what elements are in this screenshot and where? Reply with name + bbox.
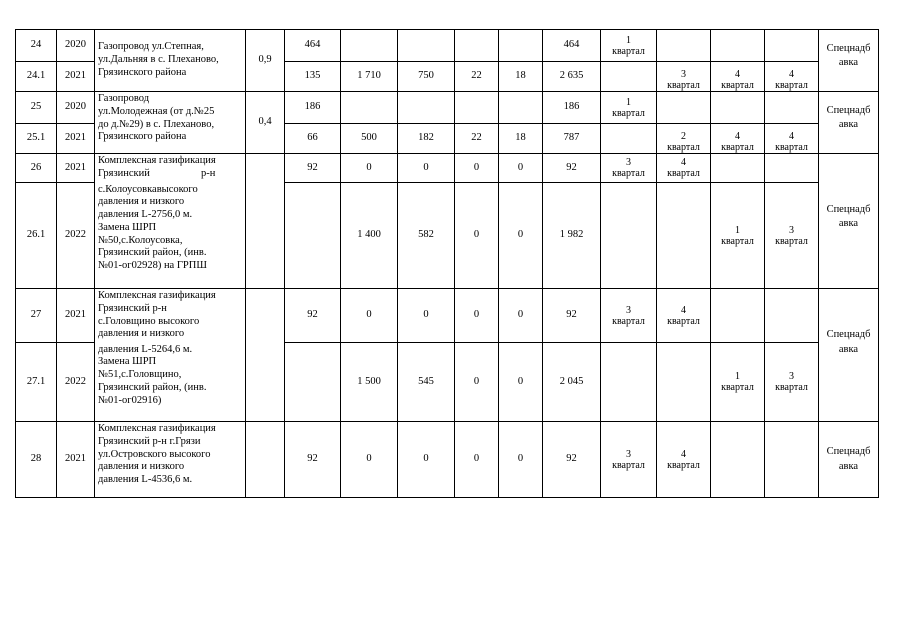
quarter-cell: 3 квартал <box>601 154 657 183</box>
table-row <box>16 343 879 422</box>
quarter-cell <box>711 154 765 183</box>
year-cell: 2021 <box>57 62 95 92</box>
contractor-cell: авка <box>819 343 879 422</box>
table-row <box>16 92 879 124</box>
value-cell: 182 <box>398 124 455 154</box>
description-cell: Комплексная газификация Грязинский р-н г.Грязи ул.Островского высокого давления и низкого давления L-4536,6 м. <box>95 422 246 498</box>
quarter-cell: 3 квартал <box>601 289 657 343</box>
quarter-cell <box>765 30 819 62</box>
total-cell: 2 635 <box>543 62 601 92</box>
year-cell: 2021 <box>57 289 95 343</box>
value-cell: 0 <box>341 289 398 343</box>
quarter-cell <box>657 92 711 124</box>
value-cell <box>285 183 341 289</box>
value-cell: 464 <box>285 30 341 62</box>
value-cell: 92 <box>285 289 341 343</box>
diameter-cell <box>246 343 285 422</box>
value-cell: 135 <box>285 62 341 92</box>
quarter-cell: 3 квартал <box>765 343 819 422</box>
value-cell: 22 <box>455 62 499 92</box>
quarter-cell: 3 квартал <box>765 183 819 289</box>
quarter-cell <box>657 343 711 422</box>
contractor-cell: Спецнадб авка <box>819 30 879 92</box>
total-cell: 787 <box>543 124 601 154</box>
quarter-cell <box>601 183 657 289</box>
quarter-cell: 3 квартал <box>657 62 711 92</box>
quarter-cell: 4 квартал <box>765 124 819 154</box>
value-cell: 92 <box>285 422 341 498</box>
quarter-cell <box>657 183 711 289</box>
row-number: 24.1 <box>16 62 57 92</box>
diameter-cell <box>246 183 285 289</box>
quarter-cell <box>657 30 711 62</box>
value-cell <box>455 30 499 62</box>
row-number: 25 <box>16 92 57 124</box>
quarter-cell: 4 квартал <box>657 289 711 343</box>
quarter-cell <box>601 62 657 92</box>
quarter-cell <box>601 124 657 154</box>
description-cell: Комплексная газификация Грязинский р-н <box>95 154 246 183</box>
value-cell: 0 <box>398 422 455 498</box>
value-cell: 186 <box>285 92 341 124</box>
diameter-cell: 0,4 <box>246 92 285 154</box>
description-cell: Газопровод ул.Молодежная (от д.№25 до д.№29) в с. Плеханово, Грязинского района <box>95 92 246 154</box>
value-cell <box>341 92 398 124</box>
row-number: 26.1 <box>16 183 57 289</box>
year-cell: 2021 <box>57 422 95 498</box>
quarter-cell: 4 квартал <box>657 422 711 498</box>
value-cell: 18 <box>499 62 543 92</box>
quarter-cell <box>765 154 819 183</box>
year-cell: 2020 <box>57 30 95 62</box>
value-cell: 0 <box>455 154 499 183</box>
value-cell: 545 <box>398 343 455 422</box>
description-cell: давления L-5264,6 м. Замена ШРП №51,с.Головщино, Грязинский район, (инв. №01-ог02916) <box>95 343 246 422</box>
quarter-cell: 3 квартал <box>601 422 657 498</box>
value-cell: 1 710 <box>341 62 398 92</box>
value-cell: 0 <box>341 154 398 183</box>
contractor-cell: Спецнадб авка <box>819 92 879 154</box>
year-cell: 2021 <box>57 124 95 154</box>
table-row <box>16 289 879 343</box>
value-cell: 0 <box>455 183 499 289</box>
quarter-cell <box>711 92 765 124</box>
table-row <box>16 183 879 289</box>
value-cell: 0 <box>455 343 499 422</box>
contractor-cell: Спецнадб <box>819 289 879 343</box>
value-cell: 1 500 <box>341 343 398 422</box>
value-cell <box>455 92 499 124</box>
value-cell: 92 <box>285 154 341 183</box>
value-cell: 0 <box>398 289 455 343</box>
quarter-cell <box>765 422 819 498</box>
quarter-cell <box>711 422 765 498</box>
value-cell <box>398 92 455 124</box>
total-cell: 92 <box>543 289 601 343</box>
quarter-cell: 1 квартал <box>601 30 657 62</box>
value-cell: 0 <box>499 154 543 183</box>
value-cell: 1 400 <box>341 183 398 289</box>
table-row <box>16 30 879 62</box>
quarter-cell: 1 квартал <box>711 183 765 289</box>
diameter-cell <box>246 422 285 498</box>
quarter-cell: 1 квартал <box>711 343 765 422</box>
value-cell <box>499 92 543 124</box>
value-cell: 582 <box>398 183 455 289</box>
gas-pipeline-schedule-table <box>15 29 879 498</box>
total-cell: 186 <box>543 92 601 124</box>
description-cell: Комплексная газификация Грязинский р-н с.Головщино высокого давления и низкого <box>95 289 246 343</box>
value-cell: 0 <box>499 289 543 343</box>
value-cell: 18 <box>499 124 543 154</box>
quarter-cell: 4 квартал <box>711 62 765 92</box>
value-cell: 500 <box>341 124 398 154</box>
row-number: 27.1 <box>16 343 57 422</box>
value-cell <box>285 343 341 422</box>
row-number: 27 <box>16 289 57 343</box>
value-cell <box>398 30 455 62</box>
value-cell: 750 <box>398 62 455 92</box>
value-cell: 66 <box>285 124 341 154</box>
quarter-cell: 1 квартал <box>601 92 657 124</box>
contractor-cell <box>819 154 879 183</box>
row-number: 25.1 <box>16 124 57 154</box>
quarter-cell <box>711 30 765 62</box>
value-cell: 0 <box>499 183 543 289</box>
value-cell: 22 <box>455 124 499 154</box>
quarter-cell: 4 квартал <box>765 62 819 92</box>
diameter-cell <box>246 154 285 183</box>
quarter-cell <box>711 289 765 343</box>
quarter-cell <box>765 92 819 124</box>
contractor-cell: Спецнадб авка <box>819 183 879 289</box>
value-cell: 0 <box>455 422 499 498</box>
table-row <box>16 422 879 498</box>
value-cell <box>499 30 543 62</box>
total-cell: 92 <box>543 154 601 183</box>
diameter-cell: 0,9 <box>246 30 285 92</box>
year-cell: 2020 <box>57 92 95 124</box>
total-cell: 1 982 <box>543 183 601 289</box>
diameter-cell <box>246 289 285 343</box>
row-number: 28 <box>16 422 57 498</box>
value-cell: 0 <box>398 154 455 183</box>
quarter-cell: 4 квартал <box>711 124 765 154</box>
value-cell: 0 <box>341 422 398 498</box>
table-row <box>16 154 879 183</box>
row-number: 26 <box>16 154 57 183</box>
contractor-cell: Спецнадб авка <box>819 422 879 498</box>
year-cell: 2021 <box>57 154 95 183</box>
quarter-cell: 2 квартал <box>657 124 711 154</box>
quarter-cell: 4 квартал <box>657 154 711 183</box>
total-cell: 92 <box>543 422 601 498</box>
total-cell: 2 045 <box>543 343 601 422</box>
quarter-cell <box>601 343 657 422</box>
year-cell: 2022 <box>57 183 95 289</box>
value-cell <box>341 30 398 62</box>
description-cell: Газопровод ул.Степная, ул.Дальняя в с. Плеханово, Грязинского района <box>95 30 246 92</box>
year-cell: 2022 <box>57 343 95 422</box>
description-cell: с.Колоусовкавысокого давления и низкого давления L-2756,0 м. Замена ШРП №50,с.Колоусовка, Грязинский район, (инв. №01-ог02928) на ГРПШ <box>95 183 246 289</box>
value-cell: 0 <box>455 289 499 343</box>
value-cell: 0 <box>499 343 543 422</box>
value-cell: 0 <box>499 422 543 498</box>
total-cell: 464 <box>543 30 601 62</box>
quarter-cell <box>765 289 819 343</box>
row-number: 24 <box>16 30 57 62</box>
